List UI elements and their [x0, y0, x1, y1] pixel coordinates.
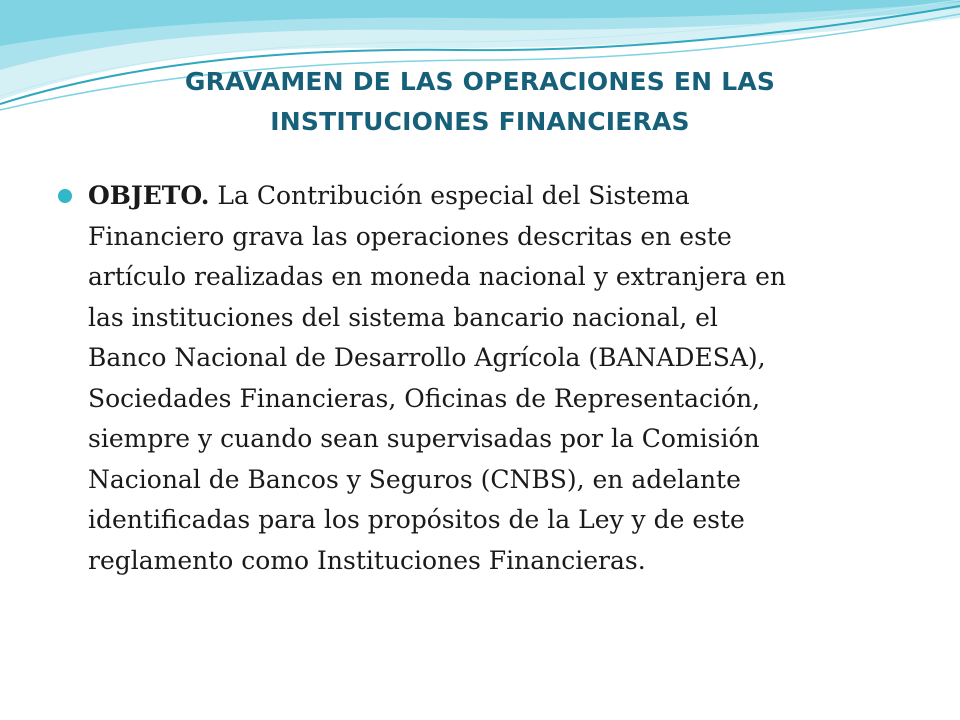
- bullet-line-7: siempre y cuando sean supervisadas por la Comisión: [88, 424, 760, 453]
- bullet-line-9: identificadas para los propósitos de la Ley y de este: [88, 505, 745, 534]
- bullet-dot-icon: [58, 189, 72, 203]
- bullet-line-1: [88, 176, 916, 217]
- bullet-line-2: Financiero grava las operaciones descritas en este: [88, 221, 732, 251]
- bullet-line-3: artículo realizadas en moneda nacional y extranjera en: [88, 262, 786, 291]
- bullet-line-8: Nacional de Bancos y Seguros (CNBS), en adelante: [88, 464, 741, 494]
- slide-title: [120, 62, 840, 142]
- bullet-lead: OBJETO.: [88, 181, 210, 210]
- bullet-line-10: reglamento como Instituciones Financieras.: [88, 545, 646, 575]
- bullet-item: [56, 176, 916, 581]
- bullet-line-4: las instituciones del sistema bancario nacional, el: [88, 302, 718, 332]
- slide-title-line-1: GRAVAMEN DE LAS OPERACIONES EN LAS: [184, 67, 776, 96]
- slide-body: [56, 176, 916, 581]
- bullet-line-6: Sociedades Financieras, Oficinas de Representación,: [88, 383, 761, 413]
- slide-title-line-2: INSTITUCIONES FINANCIERAS: [270, 107, 690, 136]
- bullet-text: [88, 176, 916, 581]
- bullet-line-5: Banco Nacional de Desarrollo Agrícola (BANADESA),: [88, 343, 766, 372]
- bullet-line-1-text: La Contribución especial del Sistema: [209, 181, 690, 210]
